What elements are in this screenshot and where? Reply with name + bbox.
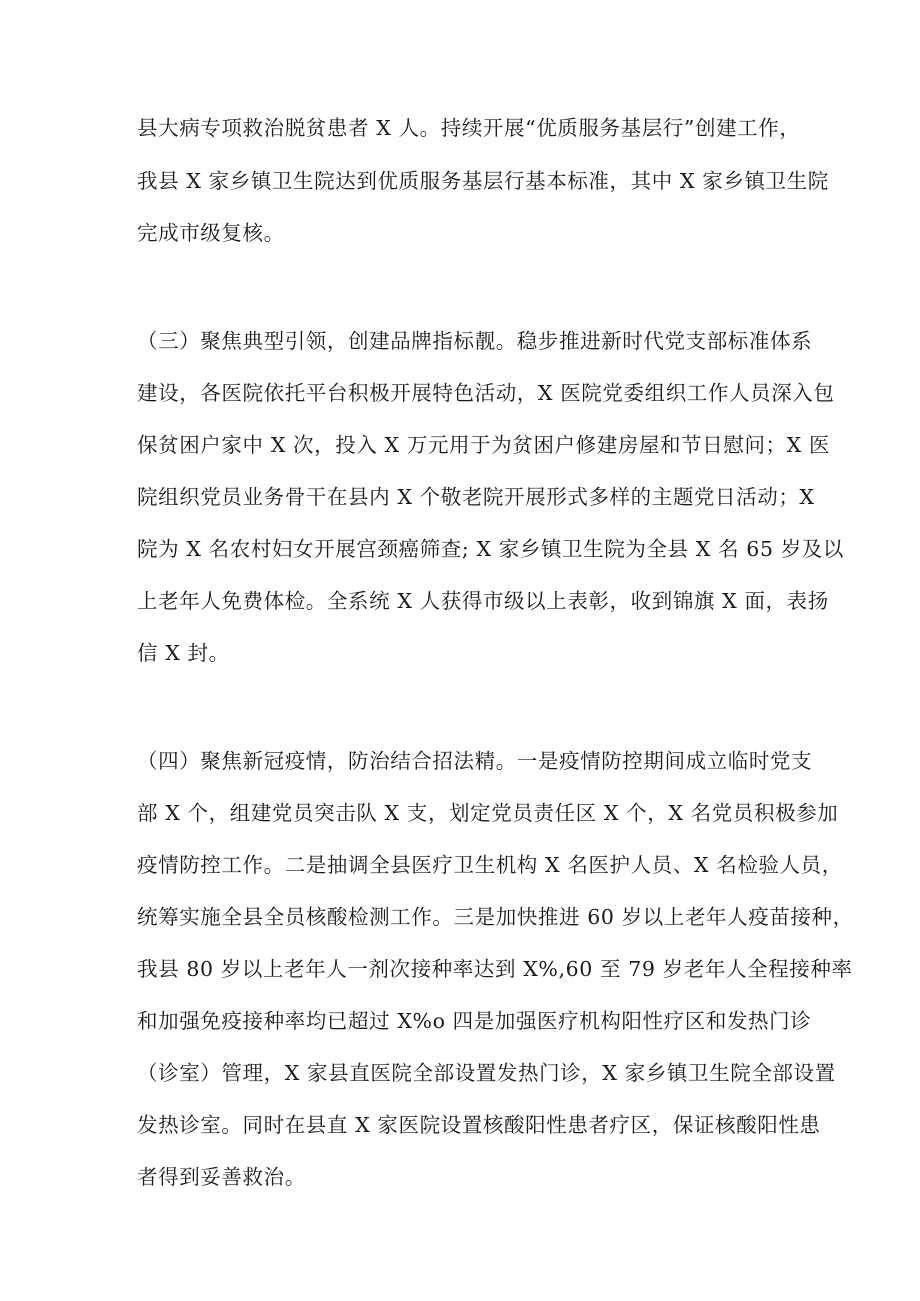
para3-line-5: 我县 80 岁以上老年人一剂次接种率达到 X%,60 至 79 岁老年人全程接种率: [137, 957, 853, 981]
para3-line-2: 部 X 个，组建党员突击队 X 支，划定党员责任区 X 个，X 名党员积极参加: [137, 801, 839, 825]
para3-line-7: （诊室）管理，X 家县直医院全部设置发热门诊，X 家乡镇卫生院全部设置: [137, 1061, 836, 1085]
para1-line-3: 完成市级复核。: [137, 221, 285, 245]
para1-line-1: 县大病专项救治脱贫患者 X 人。持续开展“优质服务基层行”创建工作，: [137, 116, 801, 140]
para3-line-4: 统筹实施全县全员核酸检测工作。三是加快推进 60 岁以上老年人疫苗接种，: [137, 905, 854, 929]
para3-line-3: 疫情防控工作。二是抽调全县医疗卫生机构 X 名医护人员、X 名检验人员，: [137, 853, 843, 877]
para3-line-6: 和加强免疫接种率均已超过 X%o 四是加强医疗机构阳性疗区和发热门诊: [137, 1009, 812, 1033]
para2-line-7: 信 X 封。: [137, 641, 230, 665]
para3-line-9: 者得到妥善救治。: [137, 1165, 306, 1189]
para3-line-1: （四）聚焦新冠疫情，防治结合招法精。一是疫情防控期间成立临时党支: [137, 749, 813, 773]
para2-line-3: 保贫困户家中 X 次，投入 X 万元用于为贫困户修建房屋和节日慰问；X 医: [137, 433, 831, 457]
para2-line-1: （三）聚焦典型引领，创建品牌指标靓。稳步推进新时代党支部标准体系: [137, 329, 813, 353]
para3-line-8: 发热诊室。同时在县直 X 家医院设置核酸阳性患者疗区，保证核酸阳性患: [137, 1113, 821, 1137]
para2-line-5: 院为 X 名农村妇女开展宫颈癌筛查; X 家乡镇卫生院为全县 X 名 65 岁及以: [137, 537, 845, 561]
para2-line-4: 院组织党员业务骨干在县内 X 个敬老院开展形式多样的主题党日活动；X: [137, 485, 815, 509]
para1-line-2: 我县 X 家乡镇卫生院达到优质服务基层行基本标准，其中 X 家乡镇卫生院: [137, 169, 829, 193]
para2-line-6: 上老年人免费体检。全系统 X 人获得市级以上表彰，收到锦旗 X 面，表扬: [137, 589, 829, 613]
para2-line-2: 建设，各医院依托平台积极开展特色活动，X 医院党委组织工作人员深入包: [137, 381, 835, 405]
